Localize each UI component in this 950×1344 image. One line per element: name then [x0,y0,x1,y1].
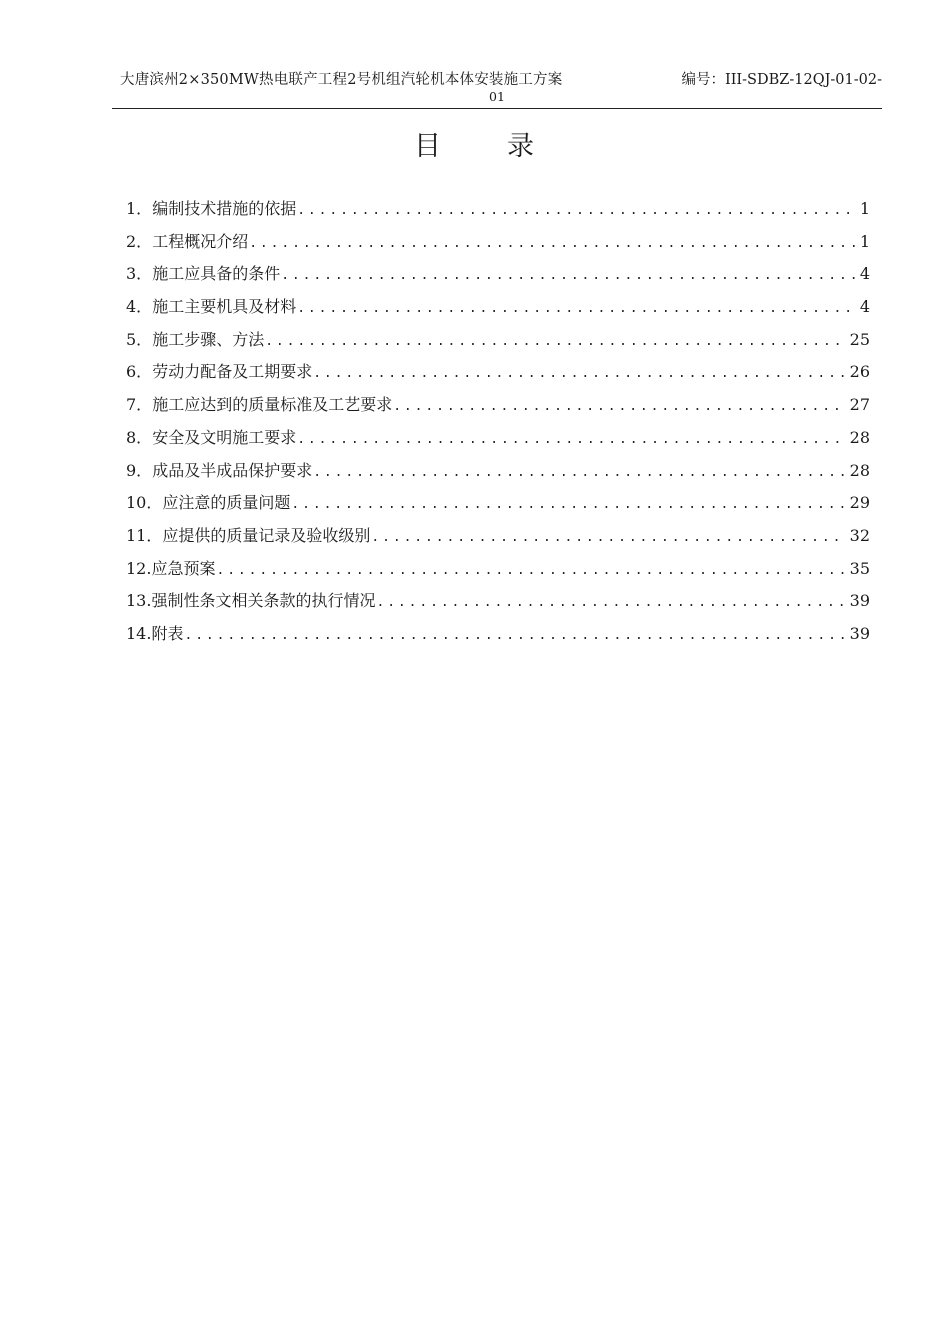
toc-entry-page: 28 [849,427,870,447]
header-title: 大唐滨州2×350MW热电联产工程2号机组汽轮机本体安装施工方案 [120,72,563,88]
toc-entry-page: 4 [859,264,870,284]
toc-dot-leader [297,301,856,316]
toc-dot-leader [393,399,845,414]
toc-entry-title: 编制技术措施的依据 [152,199,297,218]
toc-entry-title: 强制性条文相关条款的执行情况 [151,591,376,611]
toc-entry-title: 施工主要机具及材料 [152,297,297,317]
toc-dot-leader [184,628,845,643]
toc-entry-number: 9． [126,460,153,480]
toc-entry-number: 1． [126,199,153,218]
toc-entry[interactable] [126,458,870,491]
toc-entry-page: 25 [849,329,870,349]
toc-entry[interactable] [126,621,870,654]
table-of-contents [126,196,870,654]
header-document-code-continuation: 01 [489,89,505,104]
toc-entry[interactable] [126,425,870,458]
toc-entry-title: 安全及文明施工要求 [152,427,297,447]
toc-entry-number: 6． [126,362,153,382]
toc-dot-leader [291,497,845,512]
toc-entry[interactable] [126,327,870,360]
toc-entry-page: 4 [859,297,870,317]
toc-entry-page: 39 [849,623,870,643]
toc-entry-page: 1 [859,199,870,218]
toc-entry-title: 劳动力配备及工期要求 [152,362,313,382]
toc-entry-page: 32 [849,525,870,545]
toc-entry-number: 10． [126,493,163,513]
toc-entry[interactable] [126,359,870,392]
toc-entry-title: 应注意的质量问题 [162,493,291,513]
toc-entry-title: 应提供的质量记录及验收级别 [162,525,371,545]
toc-dot-leader [297,203,856,218]
toc-dot-leader [313,465,845,480]
toc-entry-number: 12. [126,558,152,578]
toc-entry[interactable] [126,556,870,589]
toc-entry[interactable] [126,196,870,229]
toc-entry[interactable] [126,229,870,262]
toc-dot-leader [376,595,845,610]
toc-entry-number: 4． [126,297,153,317]
page-header [112,64,882,109]
header-document-code: 编号：III-SDBZ-12QJ-01-02- [681,72,882,88]
toc-dot-leader [265,334,845,349]
toc-entry-page: 27 [849,395,870,415]
toc-entry-title: 应急预案 [151,558,216,578]
toc-entry-number: 3． [126,264,153,284]
toc-entry-title: 工程概况介绍 [152,231,249,251]
toc-entry-title: 施工应具备的条件 [152,264,281,284]
toc-entry[interactable] [126,588,870,621]
toc-heading [0,124,950,163]
toc-dot-leader [313,366,845,381]
toc-dot-leader [297,432,845,447]
toc-entry[interactable] [126,261,870,294]
toc-entry-number: 13. [126,591,152,611]
toc-entry-number: 5． [126,329,153,349]
toc-dot-leader [371,530,845,545]
toc-entry-title: 施工步骤、方法 [152,329,265,349]
toc-entry-page: 1 [859,231,870,251]
toc-dot-leader [216,563,845,578]
toc-entry-number: 14. [126,623,152,643]
toc-entry-number: 11． [126,525,163,545]
toc-entry-page: 29 [849,493,870,513]
toc-entry-number: 7． [126,395,153,415]
toc-entry[interactable] [126,523,870,556]
toc-entry-page: 35 [849,558,870,578]
toc-entry-title: 成品及半成品保护要求 [152,460,313,480]
toc-entry-page: 28 [849,460,870,480]
toc-heading-char-1: 目 [414,131,443,162]
toc-dot-leader [281,268,856,283]
toc-entry-number: 8． [126,427,153,447]
toc-dot-leader [249,236,856,251]
toc-entry[interactable] [126,490,870,523]
toc-heading-char-2: 录 [507,131,536,162]
toc-entry-title: 施工应达到的质量标准及工艺要求 [152,395,393,415]
toc-entry-page: 26 [849,362,870,382]
toc-entry[interactable] [126,294,870,327]
toc-entry[interactable] [126,392,870,425]
toc-entry-number: 2． [126,231,153,251]
toc-entry-page: 39 [849,591,870,611]
toc-entry-title: 附表 [151,623,184,643]
